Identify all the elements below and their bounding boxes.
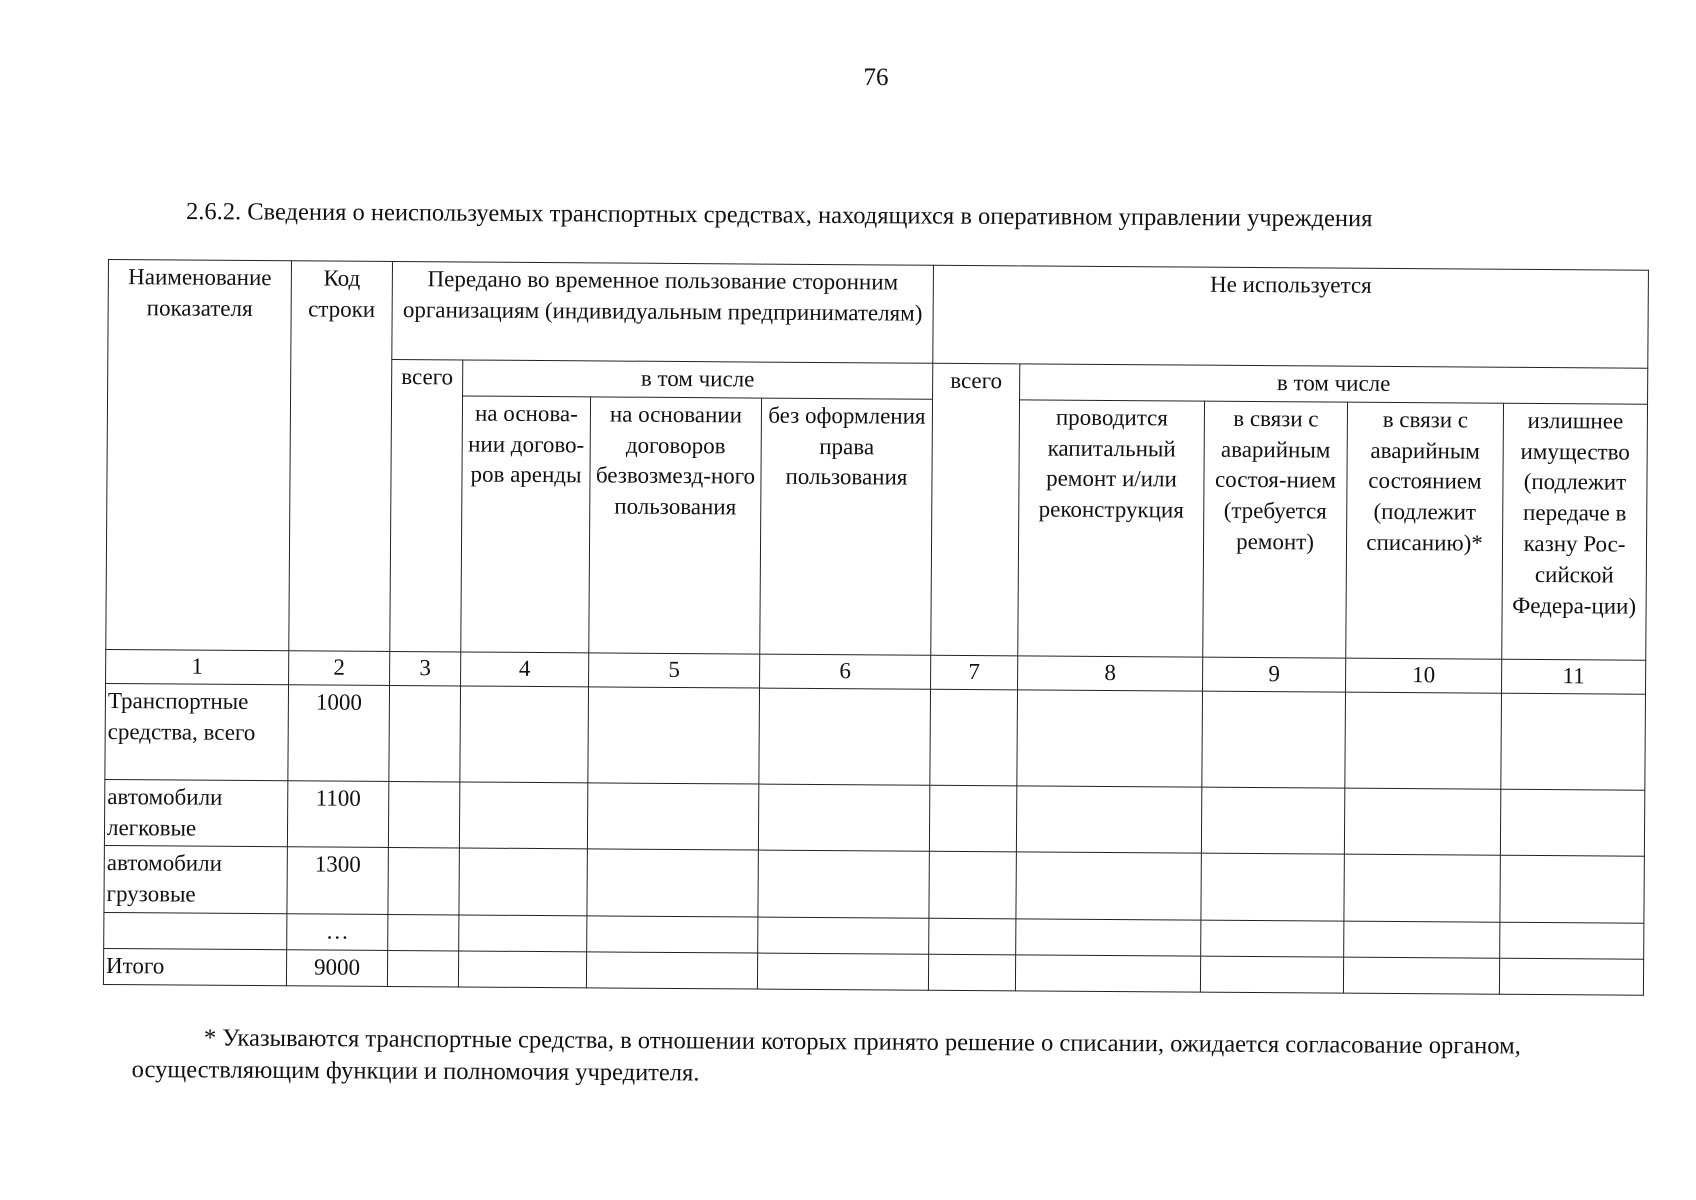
row-code: 9000 <box>286 950 387 987</box>
column-number: 6 <box>760 654 931 689</box>
header-surplus: излишнее имущество (подлежит передаче в казну Рос-сийской Федера-ции) <box>1502 403 1648 660</box>
data-cell <box>930 689 1018 786</box>
column-number: 10 <box>1346 658 1502 693</box>
data-cell <box>1015 955 1200 992</box>
header-transferred: Передано во временное пользование сторонним организациям (индивидуальным предпринимателям) <box>392 261 934 363</box>
data-cell <box>758 850 929 918</box>
data-cell <box>459 915 587 952</box>
data-cell <box>929 785 1016 852</box>
data-cell <box>1344 855 1500 923</box>
data-cell <box>757 953 928 990</box>
row-label <box>104 913 287 950</box>
section-title: 2.6.2. Сведения о неиспользуемых транспортных средствах, находящихся в оперативном управлении учреждения <box>185 198 1373 233</box>
table-row <box>104 846 1644 923</box>
header-emergency-writeoff: в связи с аварийным состоянием (подлежит списанию)* <box>1346 402 1504 659</box>
column-number: 2 <box>289 651 390 686</box>
data-cell <box>1202 691 1346 788</box>
header-name: Наименование показателя <box>106 260 292 651</box>
header-code: Код строки <box>289 261 393 652</box>
row-code: … <box>287 914 388 951</box>
data-cell <box>758 917 929 954</box>
row-code: 1100 <box>287 781 388 848</box>
row-label: Итого <box>103 948 286 985</box>
data-cell <box>460 686 589 783</box>
data-cell <box>1201 787 1344 855</box>
data-cell <box>1016 786 1201 854</box>
data-cell <box>758 784 929 852</box>
header-not-used: Не используется <box>933 265 1649 368</box>
column-number: 8 <box>1018 656 1203 691</box>
data-cell <box>388 848 459 915</box>
table-container <box>103 259 1649 995</box>
header-capital-repair: проводится капитальный ремонт и/или реконструкция <box>1018 400 1205 657</box>
data-cell <box>928 954 1015 990</box>
header-no-right: без оформления права пользования <box>760 398 933 655</box>
header-incl-transferred: в том числе <box>463 360 933 399</box>
data-cell <box>1500 922 1644 959</box>
column-number: 4 <box>461 652 589 687</box>
header-total-transferred: всего <box>390 359 463 651</box>
row-label: автомобили легковые <box>104 779 287 847</box>
data-cell <box>1017 690 1203 787</box>
data-cell <box>1016 852 1201 920</box>
data-cell <box>389 685 461 781</box>
column-number: 1 <box>106 649 289 684</box>
header-emergency-repair: в связи с аварийным состоя-нием (требуется ремонт) <box>1203 401 1348 658</box>
data-cell <box>1344 921 1500 958</box>
data-cell <box>586 952 757 989</box>
data-cell <box>387 950 458 986</box>
data-cell <box>388 781 459 848</box>
row-label: Транспортные средства, всего <box>105 683 289 780</box>
data-cell <box>1201 854 1344 922</box>
row-label: автомобили грузовые <box>104 846 287 914</box>
data-cell <box>459 848 587 916</box>
data-cell <box>1344 788 1500 856</box>
data-cell <box>1501 693 1646 790</box>
row-code: 1300 <box>287 847 388 914</box>
data-cell <box>759 688 931 785</box>
data-cell <box>459 782 587 850</box>
header-row-1 <box>108 260 1649 369</box>
column-number: 9 <box>1203 657 1346 692</box>
footnote: * Указываются транспортные средства, в отношении которых принято решение о списании, ожидается согласование органом, осуществляющим функции и полномочия учредителя. <box>131 1024 1521 1087</box>
data-cell <box>1343 957 1499 994</box>
column-number: 7 <box>931 655 1018 690</box>
data-cell <box>929 852 1016 919</box>
row-code: 1000 <box>288 685 390 782</box>
data-cell <box>1499 958 1643 995</box>
header-free-use: на основании договоров безвозмезд-ного пользования <box>589 397 762 654</box>
table-row <box>105 683 1646 790</box>
data-cell <box>1345 692 1502 789</box>
page-number: 76 <box>863 64 889 91</box>
data-cell <box>1016 919 1201 956</box>
transport-table <box>103 259 1649 995</box>
data-cell <box>1500 856 1644 924</box>
data-cell <box>458 951 586 988</box>
table-row <box>104 779 1644 856</box>
data-cell <box>388 915 459 951</box>
data-cell <box>587 783 758 851</box>
data-cell <box>588 687 760 784</box>
header-total-not-used: всего <box>931 363 1020 655</box>
data-cell <box>1201 920 1344 957</box>
column-number: 11 <box>1502 659 1646 694</box>
header-incl-not-used: в том числе <box>1020 364 1648 404</box>
column-number: 3 <box>390 651 461 685</box>
data-cell <box>929 918 1016 954</box>
data-cell <box>587 916 758 953</box>
column-number: 5 <box>589 653 760 688</box>
data-cell <box>1200 956 1343 993</box>
header-lease: на основа-нии догово-ров аренды <box>461 396 591 653</box>
data-cell <box>587 849 758 917</box>
data-cell <box>1500 789 1644 857</box>
